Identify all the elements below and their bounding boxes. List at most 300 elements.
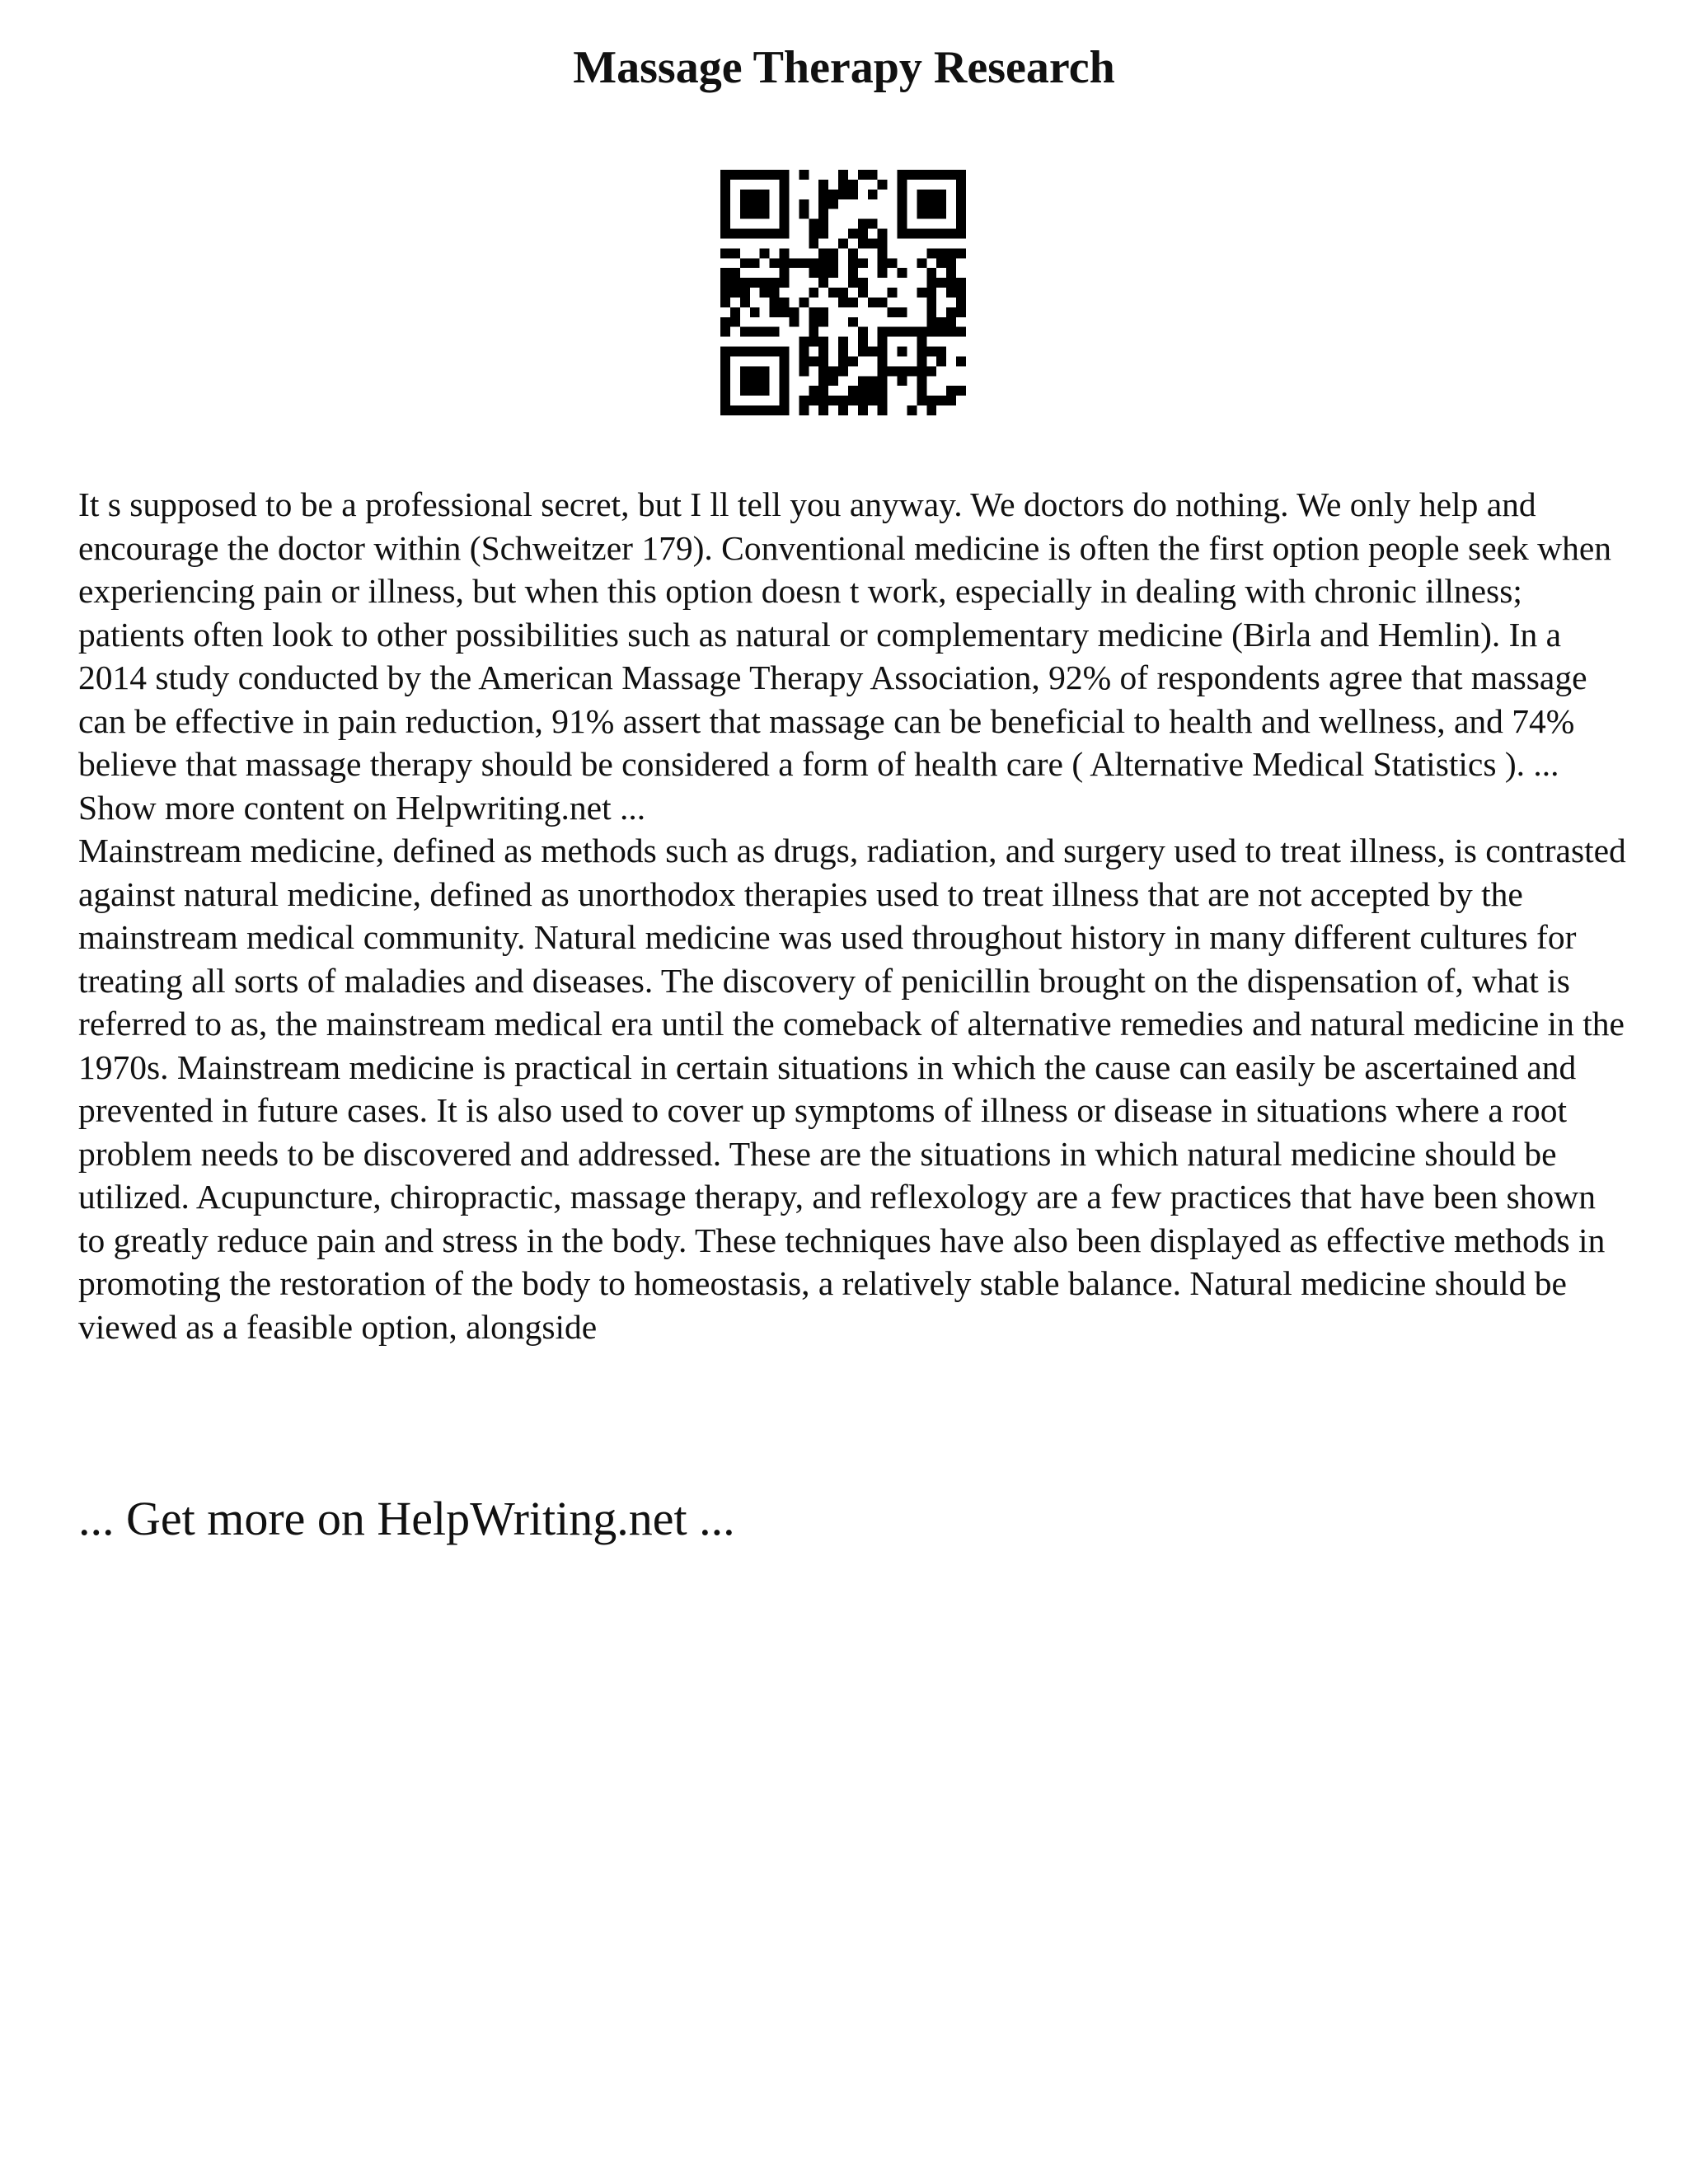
qr-module xyxy=(848,278,858,288)
qr-module xyxy=(838,405,848,415)
qr-module xyxy=(898,199,907,209)
qr-module xyxy=(780,258,790,268)
qr-module xyxy=(936,248,946,258)
qr-module xyxy=(926,396,936,405)
qr-module xyxy=(720,327,730,337)
qr-module xyxy=(848,248,858,258)
qr-module xyxy=(858,405,868,415)
qr-module xyxy=(780,347,790,357)
qr-module xyxy=(809,288,818,298)
qr-module xyxy=(799,396,809,405)
qr-module xyxy=(730,317,740,327)
qr-module xyxy=(740,190,750,199)
qr-module xyxy=(848,396,858,405)
qr-module xyxy=(878,229,888,239)
qr-module xyxy=(907,327,917,337)
qr-module xyxy=(780,307,790,317)
qr-module xyxy=(956,298,966,307)
get-more-link[interactable]: ... Get more on HelpWriting.net ... xyxy=(78,1492,735,1545)
qr-module xyxy=(917,396,926,405)
qr-module xyxy=(838,366,848,376)
qr-module xyxy=(799,199,809,209)
qr-module xyxy=(946,327,956,337)
qr-module xyxy=(720,347,730,357)
qr-module xyxy=(858,396,868,405)
qr-module xyxy=(750,258,760,268)
qr-module xyxy=(760,327,770,337)
qr-module xyxy=(770,298,780,307)
qr-module xyxy=(907,405,917,415)
qr-module xyxy=(809,396,818,405)
qr-module xyxy=(780,268,790,278)
qr-module xyxy=(720,288,730,298)
qr-module xyxy=(936,278,946,288)
qr-module xyxy=(936,347,946,357)
qr-module xyxy=(720,386,730,396)
qr-module xyxy=(818,229,828,239)
qr-module xyxy=(848,180,858,190)
qr-module xyxy=(898,327,907,337)
qr-module xyxy=(936,317,946,327)
qr-module xyxy=(780,366,790,376)
paragraph-2: Mainstream medicine, defined as methods such as drugs, radiation, and surgery used to treat illness, is contrasted against natural medicine, defined as unorthodox therapies used to treat illness that are not accepted by the mainstream medical community. Natural medicine was used throughout history in many different cultures for treating all sorts of maladies and diseases. The discovery of penicillin brought on the dispensation of, what is referred to as, the mainstream medical era until the comeback of alternative remedies and natural medicine in the 1970s. Mainstream medicine is practical in certain situations in which the cause can easily be ascertained and prevented in future cases. It is also used to cover up symptoms of illness or disease in situations where a root problem needs to be discovered and addressed. These are the situations in which natural medicine should be utilized. Acupuncture, chiropractic, massage therapy, and reflexology are a few practices that have been shown to greatly reduce pain and stress in the body. These techniques have also been displayed as effective methods in promoting the restoration of the body to homeostasis, a relatively stable balance. Natural medicine should be viewed as a feasible option, alongside xyxy=(78,832,1626,1346)
qr-module xyxy=(780,356,790,366)
qr-module xyxy=(720,190,730,199)
qr-module xyxy=(809,229,818,239)
qr-module xyxy=(760,209,770,219)
qr-module xyxy=(818,396,828,405)
qr-module xyxy=(838,396,848,405)
qr-module xyxy=(868,219,878,229)
qr-module xyxy=(917,229,926,239)
qr-module xyxy=(888,288,898,298)
qr-module xyxy=(898,209,907,219)
qr-module xyxy=(956,209,966,219)
qr-module xyxy=(946,278,956,288)
qr-module xyxy=(760,278,770,288)
qr-module xyxy=(818,258,828,268)
qr-module xyxy=(878,347,888,357)
qr-module xyxy=(946,386,956,396)
qr-module xyxy=(780,180,790,190)
qr-module xyxy=(720,180,730,190)
qr-module xyxy=(750,170,760,180)
qr-module xyxy=(760,376,770,386)
qr-module xyxy=(898,170,907,180)
qr-module xyxy=(946,288,956,298)
qr-module xyxy=(878,396,888,405)
qr-module xyxy=(780,190,790,199)
qr-module xyxy=(917,258,926,268)
qr-module xyxy=(828,396,838,405)
qr-module xyxy=(818,209,828,219)
qr-module xyxy=(740,278,750,288)
qr-module xyxy=(936,327,946,337)
qr-module xyxy=(907,229,917,239)
qr-module xyxy=(858,258,868,268)
qr-module xyxy=(956,278,966,288)
qr-module xyxy=(750,278,760,288)
qr-module xyxy=(720,298,730,307)
qr-module xyxy=(770,288,780,298)
qr-module xyxy=(818,278,828,288)
qr-module xyxy=(917,170,926,180)
qr-module xyxy=(888,366,898,376)
qr-module xyxy=(740,376,750,386)
qr-module xyxy=(917,190,926,199)
qr-module xyxy=(720,366,730,376)
qr-module xyxy=(760,405,770,415)
qr-module xyxy=(878,376,888,386)
qr-module xyxy=(730,405,740,415)
qr-module xyxy=(780,199,790,209)
qr-module xyxy=(926,248,936,258)
qr-module xyxy=(828,258,838,268)
qr-module xyxy=(878,327,888,337)
qr-module xyxy=(770,307,780,317)
qr-module xyxy=(750,209,760,219)
qr-module xyxy=(946,317,956,327)
qr-module xyxy=(898,268,907,278)
qr-module xyxy=(780,298,790,307)
qr-module xyxy=(828,366,838,376)
qr-module xyxy=(838,180,848,190)
qr-module xyxy=(780,396,790,405)
qr-module xyxy=(858,376,868,386)
qr-module xyxy=(848,386,858,396)
qr-module xyxy=(878,238,888,248)
qr-module xyxy=(740,199,750,209)
qr-module xyxy=(956,199,966,209)
qr-module xyxy=(809,356,818,366)
qr-module xyxy=(809,268,818,278)
qr-module xyxy=(926,229,936,239)
qr-module xyxy=(750,386,760,396)
qr-module xyxy=(760,288,770,298)
qr-module xyxy=(956,386,966,396)
qr-module xyxy=(956,288,966,298)
qr-module xyxy=(730,278,740,288)
qr-module xyxy=(818,356,828,366)
qr-module xyxy=(956,219,966,229)
qr-module xyxy=(838,298,848,307)
qr-module xyxy=(720,219,730,229)
qr-module xyxy=(838,347,848,357)
qr-module xyxy=(740,229,750,239)
qr-module xyxy=(926,366,936,376)
qr-module xyxy=(848,258,858,268)
qr-module xyxy=(956,229,966,239)
qr-module xyxy=(858,327,868,337)
qr-module xyxy=(770,258,780,268)
qr-module xyxy=(818,386,828,396)
qr-module xyxy=(818,337,828,347)
qr-module xyxy=(799,258,809,268)
qr-module xyxy=(878,180,888,190)
qr-module xyxy=(780,219,790,229)
qr-module xyxy=(720,229,730,239)
qr-module xyxy=(720,199,730,209)
qr-module xyxy=(809,317,818,327)
qr-module xyxy=(848,268,858,278)
qr-module xyxy=(799,405,809,415)
qr-module xyxy=(730,347,740,357)
qr-module xyxy=(838,170,848,180)
qr-module xyxy=(780,376,790,386)
qr-module xyxy=(936,190,946,199)
qr-module xyxy=(838,356,848,366)
qr-module xyxy=(936,258,946,268)
qr-module xyxy=(730,307,740,317)
qr-module xyxy=(848,229,858,239)
qr-module xyxy=(740,327,750,337)
qr-module xyxy=(946,248,956,258)
qr-module xyxy=(750,347,760,357)
qr-module xyxy=(838,238,848,248)
qr-module xyxy=(720,170,730,180)
qr-module xyxy=(868,376,878,386)
qr-module xyxy=(946,170,956,180)
qr-module xyxy=(848,190,858,199)
qr-module xyxy=(956,190,966,199)
qr-module xyxy=(720,209,730,219)
qr-module xyxy=(730,248,740,258)
qr-module xyxy=(926,190,936,199)
qr-module xyxy=(838,288,848,298)
qr-module xyxy=(926,405,936,415)
qr-module xyxy=(926,199,936,209)
qr-module xyxy=(917,337,926,347)
qr-module xyxy=(770,278,780,288)
qr-module xyxy=(818,347,828,357)
qr-module xyxy=(750,405,760,415)
qr-module xyxy=(868,190,878,199)
qr-module xyxy=(750,366,760,376)
qr-module xyxy=(720,268,730,278)
qr-module xyxy=(818,199,828,209)
qr-module xyxy=(770,170,780,180)
qr-module xyxy=(730,288,740,298)
qr-module xyxy=(878,405,888,415)
qr-module xyxy=(848,317,858,327)
qr-module xyxy=(799,170,809,180)
qr-module xyxy=(780,278,790,288)
qr-module xyxy=(809,258,818,268)
qr-module xyxy=(809,238,818,248)
qr-module xyxy=(809,386,818,396)
qr-module xyxy=(936,356,946,366)
qr-module xyxy=(730,268,740,278)
qr-code[interactable] xyxy=(720,170,966,415)
qr-module xyxy=(956,327,966,337)
qr-module xyxy=(956,180,966,190)
qr-module xyxy=(720,396,730,405)
qr-module xyxy=(770,405,780,415)
qr-module xyxy=(878,298,888,307)
qr-module xyxy=(926,298,936,307)
qr-module xyxy=(848,356,858,366)
qr-module xyxy=(818,180,828,190)
qr-module xyxy=(917,386,926,396)
qr-module xyxy=(907,366,917,376)
qr-module xyxy=(946,258,956,268)
qr-module xyxy=(760,366,770,376)
qr-module xyxy=(750,327,760,337)
qr-module xyxy=(740,386,750,396)
paragraph-1: It s supposed to be a professional secret, but I ll tell you anyway. We doctors do nothing. We only help and encourage the doctor within (Schweitzer 179). Conventional medicine is often the first option people seek when experiencing pain or illness, but when this option doesn t work, especially in dealing with chronic illness; patients often look to other possibilities such as natural or complementary medicine (Birla and Hemlin). In a 2014 study conducted by the American Massage Therapy Association, 92% of respondents agree that massage can be effective in pain reduction, 91% assert that massage can be beneficial to health and wellness, and 74% believe that massage therapy should be considered a form of health care ( Alternative Medical Statistics ). ... Show more content on Helpwriting.net ... xyxy=(78,485,1612,827)
qr-module xyxy=(720,317,730,327)
qr-module xyxy=(838,337,848,347)
qr-module xyxy=(828,248,838,258)
qr-module xyxy=(898,376,907,386)
qr-module xyxy=(898,347,907,357)
qr-module xyxy=(789,307,799,317)
qr-module xyxy=(720,356,730,366)
qr-module xyxy=(878,337,888,347)
qr-module xyxy=(878,356,888,366)
qr-module xyxy=(760,347,770,357)
qr-module xyxy=(858,219,868,229)
qr-module xyxy=(780,229,790,239)
qr-module xyxy=(730,229,740,239)
qr-module xyxy=(907,170,917,180)
qr-module xyxy=(760,229,770,239)
qr-module xyxy=(868,347,878,357)
qr-module xyxy=(898,366,907,376)
qr-module xyxy=(740,366,750,376)
qr-module xyxy=(956,307,966,317)
qr-module xyxy=(858,347,868,357)
qr-module xyxy=(760,248,770,258)
qr-module xyxy=(780,170,790,180)
qr-module xyxy=(878,248,888,258)
qr-module xyxy=(740,170,750,180)
qr-module xyxy=(740,405,750,415)
qr-module xyxy=(818,268,828,278)
qr-module xyxy=(898,180,907,190)
qr-module xyxy=(780,209,790,219)
qr-module xyxy=(936,209,946,219)
qr-module xyxy=(888,327,898,337)
qr-module xyxy=(956,248,966,258)
qr-module xyxy=(750,376,760,386)
qr-module xyxy=(760,386,770,396)
qr-module xyxy=(818,219,828,229)
qr-module xyxy=(936,199,946,209)
qr-module xyxy=(799,337,809,347)
qr-module xyxy=(818,366,828,376)
qr-module xyxy=(868,298,878,307)
qr-module xyxy=(898,307,907,317)
qr-module xyxy=(760,170,770,180)
qr-module xyxy=(936,229,946,239)
qr-module xyxy=(760,199,770,209)
qr-module xyxy=(740,347,750,357)
qr-module xyxy=(818,317,828,327)
qr-module xyxy=(946,229,956,239)
qr-module xyxy=(740,258,750,268)
qr-module xyxy=(720,376,730,386)
qr-module xyxy=(809,327,818,337)
qr-module xyxy=(750,199,760,209)
qr-module xyxy=(956,170,966,180)
qr-module xyxy=(760,190,770,199)
qr-module xyxy=(838,190,848,199)
qr-module xyxy=(878,258,888,268)
qr-module xyxy=(917,376,926,386)
qr-module xyxy=(868,396,878,405)
qr-module xyxy=(780,386,790,396)
qr-module xyxy=(926,170,936,180)
qr-module xyxy=(799,356,809,366)
qr-module xyxy=(789,258,799,268)
qr-module xyxy=(926,317,936,327)
page-title: Massage Therapy Research xyxy=(573,42,1115,93)
qr-module xyxy=(926,209,936,219)
qr-module xyxy=(926,307,936,317)
qr-module xyxy=(898,190,907,199)
qr-module xyxy=(898,219,907,229)
qr-module xyxy=(858,337,868,347)
qr-module xyxy=(799,347,809,357)
qr-module xyxy=(917,327,926,337)
qr-module xyxy=(868,238,878,248)
qr-module xyxy=(828,268,838,278)
qr-module xyxy=(926,268,936,278)
qr-module xyxy=(868,170,878,180)
qr-module xyxy=(858,170,868,180)
qr-module xyxy=(750,229,760,239)
qr-module xyxy=(720,405,730,415)
qr-module xyxy=(809,307,818,317)
qr-module xyxy=(770,347,780,357)
qr-code-icon xyxy=(720,170,966,415)
qr-module xyxy=(858,229,868,239)
qr-module xyxy=(888,258,898,268)
qr-module xyxy=(799,366,809,376)
qr-module xyxy=(780,248,790,258)
qr-module xyxy=(946,307,956,317)
qr-module xyxy=(828,190,838,199)
qr-module xyxy=(858,288,868,298)
qr-module xyxy=(818,376,828,386)
qr-module xyxy=(926,327,936,337)
qr-module xyxy=(917,288,926,298)
qr-module xyxy=(888,307,898,317)
qr-module xyxy=(740,288,750,298)
qr-module xyxy=(946,268,956,278)
qr-module xyxy=(799,209,809,219)
qr-module xyxy=(789,317,799,327)
qr-module xyxy=(868,386,878,396)
qr-module xyxy=(818,405,828,415)
qr-module xyxy=(750,307,760,317)
qr-module xyxy=(926,347,936,357)
qr-module xyxy=(828,288,838,298)
qr-module xyxy=(740,209,750,219)
qr-module xyxy=(946,396,956,405)
qr-module xyxy=(730,170,740,180)
qr-module xyxy=(878,268,888,278)
qr-module xyxy=(936,396,946,405)
qr-module xyxy=(878,366,888,376)
qr-module xyxy=(809,219,818,229)
qr-module xyxy=(858,238,868,248)
qr-module xyxy=(917,366,926,376)
qr-module xyxy=(799,298,809,307)
qr-module xyxy=(720,248,730,258)
qr-module xyxy=(858,386,868,396)
